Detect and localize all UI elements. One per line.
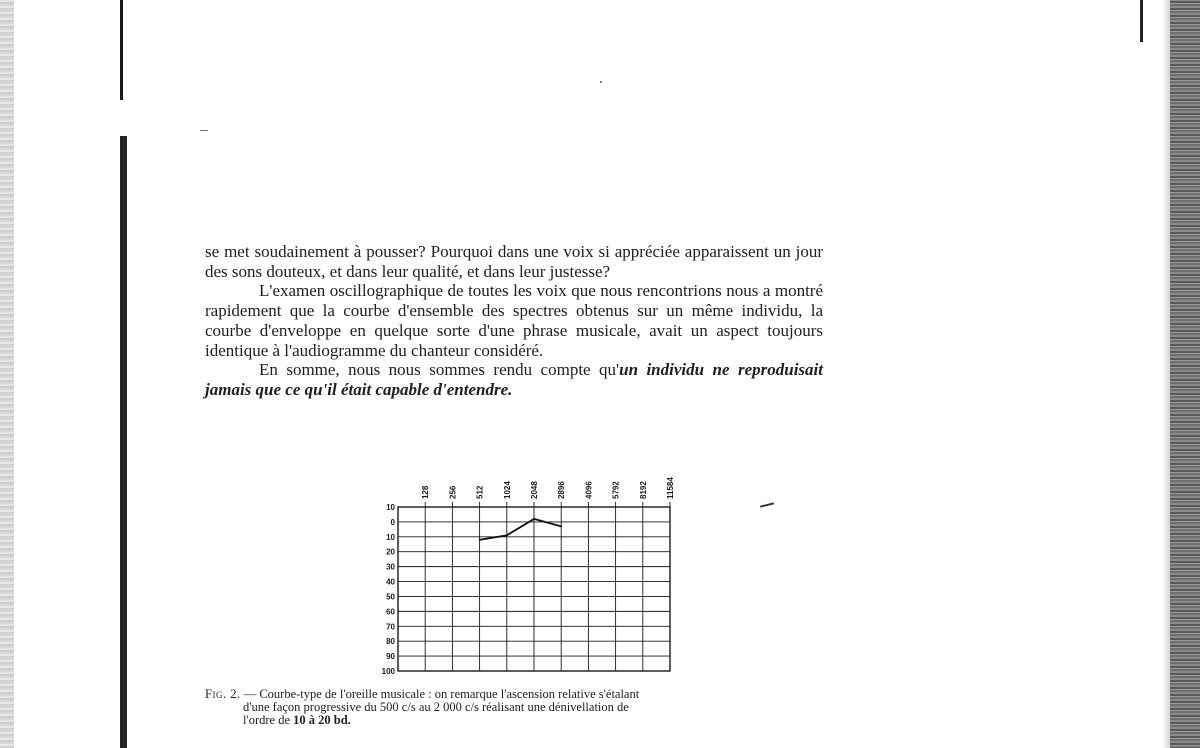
scan-left-edge (0, 0, 14, 748)
scan-right-shadow (1162, 0, 1170, 748)
y-tick-label: 10 (386, 503, 395, 512)
y-tick-label: 30 (386, 562, 395, 572)
paragraph-2: L'examen oscillographique de toutes les voix que nous rencontrions nous a montré rapidement que la courbe d'ensemble des spectres obtenus sur un même individu, la courbe d'enveloppe en quelque sorte d'une phrase musicale, avait un aspect toujours identique à l'audiogramme du chanteur considéré. (205, 281, 823, 360)
paragraph-3-emphasis: un individu ne reproduisait jamais que ce qu'il était capable d'entendre. (205, 360, 823, 399)
body-text (205, 242, 823, 400)
figure-label: Fig. 2. (205, 687, 241, 701)
caption-line-2: d'une façon progressive du 500 c/s au 2 000 c/s réalisant une dénivellation de (243, 700, 629, 714)
y-tick-label: 100 (381, 667, 395, 676)
data-point (479, 539, 481, 541)
y-tick-label: 0 (390, 517, 395, 527)
x-tick-label: 1024 (502, 481, 512, 499)
y-tick-label: 70 (386, 622, 395, 632)
data-point (506, 534, 508, 536)
paragraph-3 (205, 360, 823, 399)
page-edge-mark (1140, 0, 1143, 42)
x-tick-label: 2048 (530, 481, 539, 499)
audiogram-chart (372, 470, 675, 676)
y-tick-label: 90 (386, 652, 395, 662)
caption-line-3-bold: 10 à 20 bd. (293, 713, 351, 727)
x-tick-label: 512 (475, 485, 485, 499)
x-tick-label: 11584 (666, 477, 675, 499)
page-gutter-mark (120, 0, 123, 100)
x-tick-label: 5792 (611, 481, 621, 499)
caption-dash: — (240, 687, 260, 701)
y-tick-label: 50 (386, 592, 395, 602)
paragraph-3-lead: En somme, nous nous sommes rendu compte qu' (259, 360, 620, 380)
scan-speck (600, 81, 602, 83)
x-tick-label: 4096 (584, 481, 594, 499)
y-tick-label: 40 (386, 577, 395, 587)
y-tick-label: 20 (386, 547, 395, 557)
caption-line-3 (205, 714, 825, 727)
paragraph-1: se met soudainement à pousser? Pourquoi dans une voix si appréciée apparaissent un jour des sons douteux, et dans leur qualité, et dans leur justesse? (205, 242, 823, 281)
x-tick-label: 256 (448, 485, 458, 499)
scan-speck (760, 502, 774, 507)
caption-line-3-text: l'ordre de (243, 713, 294, 727)
x-tick-label: 8192 (638, 481, 648, 499)
x-tick-label: 128 (421, 485, 431, 499)
y-tick-label: 80 (386, 637, 395, 647)
y-tick-label: 10 (386, 532, 395, 542)
scan-right-edge (1170, 0, 1200, 748)
scan-speck (200, 130, 208, 131)
data-point (533, 518, 535, 520)
y-tick-label: 60 (386, 607, 395, 617)
data-point (560, 525, 562, 527)
caption-line-1-text: Courbe-type de l'oreille musicale : on remarque l'ascension relative s'étalant (259, 687, 640, 701)
figure-caption (205, 688, 825, 727)
x-tick-label: 2896 (557, 481, 567, 499)
page-gutter-bar (120, 136, 127, 748)
